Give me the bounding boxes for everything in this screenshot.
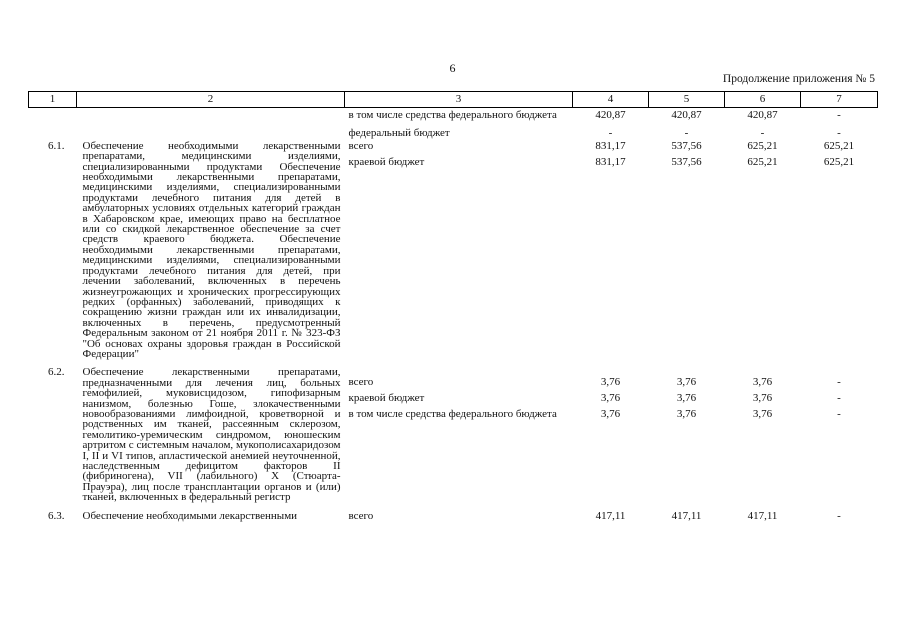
row-funding-source: краевой бюджет	[348, 155, 425, 168]
row-value: 3,76	[600, 392, 621, 405]
row-code: 6.3.	[48, 509, 65, 522]
row-value: -	[837, 408, 841, 421]
row-value: 3,76	[676, 392, 697, 405]
row-value: -	[837, 127, 841, 140]
row-value: 420,87	[747, 109, 778, 121]
row-code: 6.1.	[48, 139, 65, 152]
row-value: 537,56	[671, 155, 702, 168]
column-header: 3	[345, 92, 573, 108]
row-funding-source: федеральный бюджет	[348, 127, 450, 140]
row-value: 831,17	[595, 155, 626, 168]
row-value: 420,87	[671, 109, 702, 121]
column-header: 7	[801, 92, 878, 108]
row-funding-source: в том числе средства федерального бюджета	[348, 408, 557, 421]
row-value: -	[760, 127, 765, 140]
budget-table	[28, 91, 878, 521]
row-value: 420,87	[595, 109, 626, 121]
row-value: 3,76	[752, 408, 773, 421]
row-funding-source: краевой бюджет	[348, 392, 425, 405]
row-value: 625,21	[747, 155, 778, 168]
row-funding-source: в том числе средства федерального бюджета	[348, 109, 557, 121]
row-description	[77, 108, 345, 121]
row-value: -	[608, 127, 613, 140]
row-value: 3,76	[600, 408, 621, 421]
continuation-caption: Продолжение приложения № 5	[722, 73, 875, 85]
row-code: 6.2.	[48, 366, 65, 379]
row-code	[29, 108, 77, 121]
page-number: 6	[449, 61, 456, 75]
row-funding-source: всего	[348, 376, 374, 389]
row-value: 625,21	[823, 155, 855, 168]
row-description: Обеспечение лекарственными препаратами, предназначенными для лечения лиц, больных гемофилией, муковисцидозом, гипофизарным нанизмом, болезнью Гоше, злокачественными новообразованиями лимфоидной, кроветворной и родственных им тканей, рассеянным склерозом, гемолитико-уремическим синдромом, юношеским артритом с системным началом, мукополисахаридозом I, II и VI типов, апластической анемией неуточненной, наследственным дефицитом факторов II (фибриногена), VII (лабильного) X (Стюарта-Прауэра), лиц после трансплантации органов и (или) тканей, включенных в федеральный регистр	[82, 366, 341, 504]
column-header: 2	[77, 92, 345, 108]
row-value: -	[837, 109, 841, 121]
header-row	[29, 92, 878, 108]
column-header: 4	[573, 92, 649, 108]
row-value: 537,56	[671, 139, 702, 152]
table-row	[29, 509, 878, 521]
row-code	[29, 126, 77, 138]
row-value: -	[684, 127, 689, 140]
row-value: 831,17	[595, 139, 626, 152]
row-value: 3,76	[752, 392, 773, 405]
row-funding-source: всего	[348, 509, 374, 522]
table-row	[29, 365, 878, 391]
table-row	[29, 108, 878, 121]
table-row	[29, 126, 878, 138]
table-row	[29, 139, 878, 155]
row-value: 3,76	[676, 408, 697, 421]
row-description: Обеспечение необходимыми лекарственными	[82, 509, 298, 522]
row-value: 417,11	[747, 509, 778, 522]
row-value: 3,76	[600, 376, 621, 389]
row-value: 417,11	[595, 509, 626, 522]
column-header: 1	[29, 92, 77, 108]
row-value: -	[837, 509, 841, 522]
row-value: -	[837, 376, 841, 389]
row-description	[77, 126, 345, 138]
row-value: 625,21	[823, 139, 855, 152]
row-value: 417,11	[671, 509, 702, 522]
column-header: 6	[725, 92, 801, 108]
row-value: 3,76	[676, 376, 697, 389]
row-description: Обеспечение необходимыми лекарственными препаратами, медицинскими изделиями, специализированными продуктами Обеспечение необходимыми лекарственными препаратами, медицинскими изделиями, специализированными продуктами лечебного питания для детей в амбулаторных условиях отдельных категорий граждан в Хабаровском крае, имеющих право на бесплатное или со скидкой лекарственное обеспечение за счет средств краевого бюджета. Обеспечение необходимыми лекарственными препаратами, медицинскими изделиями, специализированными продуктами лечебного питания для детей, при лечении заболеваний, включенных в перечень жизнеугрожающих и хронических прогрессирующих редких (орфанных) заболеваний, приводящих к сокращению жизни граждан или их инвалидизации, включенных в перечень, предусмотренный Федеральным законом от 21 ноября 2011 г. № 323-ФЗ "Об основах охраны здоровья граждан в Российской Федерации"	[82, 139, 341, 360]
row-value: 625,21	[747, 139, 778, 152]
row-value: -	[837, 392, 841, 405]
column-header: 5	[649, 92, 725, 108]
row-value: 3,76	[752, 376, 773, 389]
row-funding-source: всего	[348, 139, 374, 152]
